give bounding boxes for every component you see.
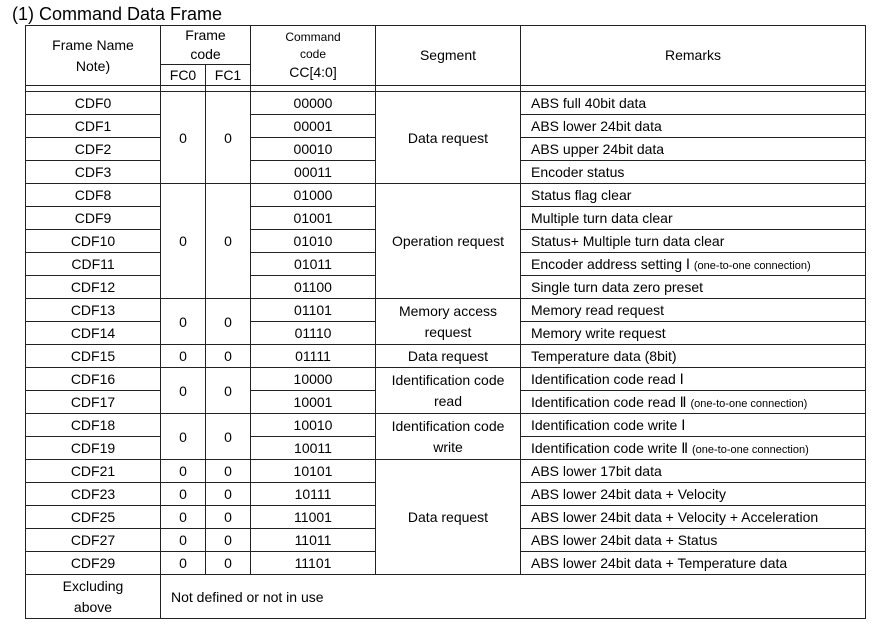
fc0-cell: 0 — [161, 184, 206, 299]
segment-cell: Data request — [376, 460, 521, 575]
command-code-cell: 01101 — [251, 299, 376, 322]
frame-name-cell: CDF17 — [26, 391, 161, 414]
frame-name-cell: CDF29 — [26, 552, 161, 575]
command-code-cell: 10101 — [251, 460, 376, 483]
frame-name-cell: CDF23 — [26, 483, 161, 506]
segment-cell — [376, 299, 521, 345]
command-code-cell: 11101 — [251, 552, 376, 575]
command-data-frame-table — [25, 25, 866, 619]
remark-cell: Status+ Multiple turn data clear — [521, 230, 866, 253]
fc0-cell: 0 — [161, 368, 206, 414]
remark-cell: ABS lower 17bit data — [521, 460, 866, 483]
table-row-excluding — [26, 575, 866, 619]
command-code-cell: 01110 — [251, 322, 376, 345]
segment-line: read — [433, 392, 463, 409]
remark-cell — [521, 391, 866, 414]
table-row — [26, 460, 866, 483]
remark-text: Identification code read Ⅱ — [531, 393, 687, 410]
table-row — [26, 368, 866, 391]
fc0-cell: 0 — [161, 552, 206, 575]
fc1-cell: 0 — [206, 368, 251, 414]
frame-name-cell: CDF14 — [26, 322, 161, 345]
excluding-line: Excluding — [62, 577, 124, 594]
segment-line: Identification code — [391, 371, 505, 388]
frame-name-cell: CDF13 — [26, 299, 161, 322]
frame-name-cell: CDF12 — [26, 276, 161, 299]
remark-cell — [521, 437, 866, 460]
command-code-cell: 10000 — [251, 368, 376, 391]
remark-cell: Memory read request — [521, 299, 866, 322]
segment-line: Memory access — [398, 302, 498, 319]
frame-name-cell: CDF0 — [26, 92, 161, 115]
segment-line: Identification code — [391, 417, 505, 434]
frame-name-cell: CDF11 — [26, 253, 161, 276]
fc1-cell: 0 — [206, 506, 251, 529]
frame-name-cell: CDF10 — [26, 230, 161, 253]
excluding-line: above — [73, 598, 113, 615]
fc1-cell: 0 — [206, 483, 251, 506]
command-code-cell: 10011 — [251, 437, 376, 460]
table-row — [26, 184, 866, 207]
remark-cell: ABS upper 24bit data — [521, 138, 866, 161]
table-row — [26, 299, 866, 322]
segment-line: request — [424, 323, 472, 340]
command-code-cell: 01000 — [251, 184, 376, 207]
header-fc0: FC0 — [161, 65, 206, 86]
remark-cell: Identification code write Ⅰ — [521, 414, 866, 437]
remark-cell: ABS lower 24bit data + Velocity — [521, 483, 866, 506]
table-row — [26, 414, 866, 437]
command-code-cell: 10010 — [251, 414, 376, 437]
segment-cell: Data request — [376, 92, 521, 184]
frame-name-cell: CDF27 — [26, 529, 161, 552]
header-segment: Segment — [376, 26, 521, 86]
page-title: (1) Command Data Frame — [12, 4, 223, 24]
remark-cell: Single turn data zero preset — [521, 276, 866, 299]
header-remarks: Remarks — [521, 26, 866, 86]
header-frame-name-note: Note) — [75, 57, 111, 74]
fc1-cell: 0 — [206, 92, 251, 184]
header-fc1: FC1 — [206, 65, 251, 86]
header-frame-name-label: Frame Name — [52, 36, 134, 53]
header-command-code-label: Command code — [285, 30, 341, 61]
fc0-cell: 0 — [161, 460, 206, 483]
command-code-cell: 01011 — [251, 253, 376, 276]
not-defined-cell: Not defined or not in use — [161, 575, 866, 619]
table-row — [26, 345, 866, 368]
remark-note: (one-to-one connection) — [690, 397, 808, 410]
fc0-cell: 0 — [161, 92, 206, 184]
fc0-cell: 0 — [161, 299, 206, 345]
segment-cell — [376, 368, 521, 414]
frame-name-cell: CDF19 — [26, 437, 161, 460]
fc0-cell: 0 — [161, 506, 206, 529]
fc0-cell: 0 — [161, 529, 206, 552]
header-frame-name — [26, 26, 161, 86]
frame-name-cell: CDF8 — [26, 184, 161, 207]
remark-note: (one-to-one connection) — [691, 443, 809, 456]
command-code-cell: 11001 — [251, 506, 376, 529]
remark-cell: Memory write request — [521, 322, 866, 345]
fc1-cell: 0 — [206, 184, 251, 299]
frame-name-cell: CDF15 — [26, 345, 161, 368]
frame-name-cell: CDF3 — [26, 161, 161, 184]
header-command-code — [251, 26, 376, 86]
remark-cell: ABS full 40bit data — [521, 92, 866, 115]
fc1-cell: 0 — [206, 529, 251, 552]
frame-name-cell: CDF18 — [26, 414, 161, 437]
command-code-cell: 00010 — [251, 138, 376, 161]
remark-cell: ABS lower 24bit data + Status — [521, 529, 866, 552]
fc1-cell: 0 — [206, 345, 251, 368]
frame-name-cell: CDF21 — [26, 460, 161, 483]
frame-name-cell: CDF25 — [26, 506, 161, 529]
remark-note: (one-to-one connection) — [693, 259, 811, 272]
command-code-cell: 00000 — [251, 92, 376, 115]
command-code-cell: 00011 — [251, 161, 376, 184]
frame-name-cell: CDF16 — [26, 368, 161, 391]
segment-cell: Data request — [376, 345, 521, 368]
command-code-cell: 01100 — [251, 276, 376, 299]
segment-cell — [376, 414, 521, 460]
remark-cell: Identification code read Ⅰ — [521, 368, 866, 391]
fc1-cell: 0 — [206, 414, 251, 460]
frame-name-cell: CDF2 — [26, 138, 161, 161]
fc0-cell: 0 — [161, 414, 206, 460]
remark-cell: ABS lower 24bit data + Temperature data — [521, 552, 866, 575]
remark-text: Encoder address setting Ⅰ — [531, 255, 690, 272]
command-code-cell: 10001 — [251, 391, 376, 414]
command-code-cell: 10111 — [251, 483, 376, 506]
remark-cell: Status flag clear — [521, 184, 866, 207]
remark-cell: Encoder status — [521, 161, 866, 184]
segment-line: write — [433, 438, 463, 455]
fc1-cell: 0 — [206, 460, 251, 483]
remark-cell — [521, 253, 866, 276]
table-row — [26, 92, 866, 115]
command-code-cell: 00001 — [251, 115, 376, 138]
command-code-cell: 01111 — [251, 345, 376, 368]
frame-name-cell: CDF1 — [26, 115, 161, 138]
command-code-cell: 11011 — [251, 529, 376, 552]
remark-cell: Temperature data (8bit) — [521, 345, 866, 368]
fc0-cell: 0 — [161, 345, 206, 368]
remark-cell: ABS lower 24bit data + Velocity + Acceleration — [521, 506, 866, 529]
header-command-code-bits: CC[4:0] — [289, 64, 337, 80]
header-frame-code: Frame code — [161, 26, 251, 65]
remark-text: Identification code write Ⅱ — [531, 439, 689, 456]
remark-cell: ABS lower 24bit data — [521, 115, 866, 138]
fc0-cell: 0 — [161, 483, 206, 506]
frame-name-cell: CDF9 — [26, 207, 161, 230]
excluding-cell — [26, 575, 161, 619]
segment-cell: Operation request — [376, 184, 521, 299]
fc1-cell: 0 — [206, 552, 251, 575]
command-code-cell: 01001 — [251, 207, 376, 230]
command-code-cell: 01010 — [251, 230, 376, 253]
fc1-cell: 0 — [206, 299, 251, 345]
remark-cell: Multiple turn data clear — [521, 207, 866, 230]
